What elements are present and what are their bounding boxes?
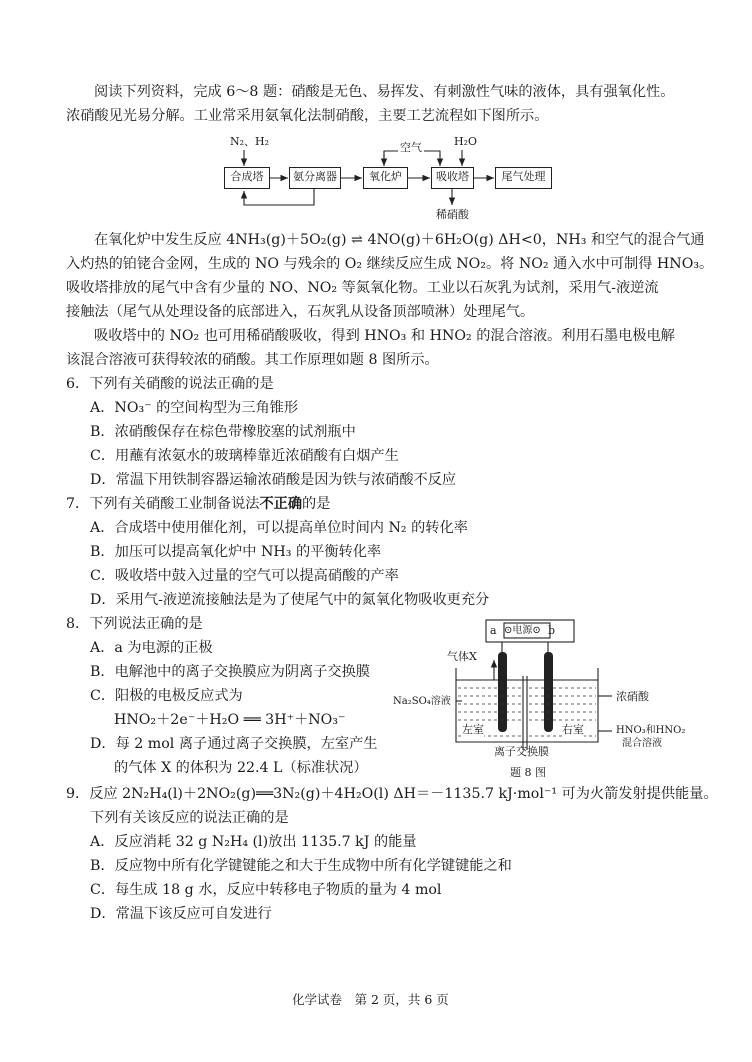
flow-output-dilute-nitric-acid: 稀硝酸 [436, 208, 469, 221]
q8-option-b: B．电解池中的离子交换膜应为阴离子交换膜 [90, 664, 370, 680]
q8-stem: 8．下列说法正确的是 [66, 616, 203, 632]
para2-line-1: 吸收塔中的 NO₂ 也可用稀硝酸吸收，得到 HNO₃ 和 HNO₂ 的混合溶液。利用石墨电极电解 [94, 328, 675, 344]
flow-box-ammonia-separator: 氨分离器 [289, 167, 341, 189]
flow-box-oxidation-furnace: 氧化炉 [363, 167, 408, 189]
q9-option-c: C．每生成 18 g 水，反应中转移电子物质的量为 4 mol [90, 882, 442, 898]
mixed-solution-label-line-1: HNO₃和HNO₂ [616, 725, 686, 736]
q6-option-c: C．用蘸有浓氨水的玻璃棒靠近浓硝酸有白烟产生 [90, 448, 399, 464]
q7-option-d: D．采用气-液逆流接触法是为了使尾气中的氮氧化物吸收更充分 [90, 592, 490, 608]
q7-option-c: C．吸收塔中鼓入过量的空气可以提高硝酸的产率 [90, 568, 399, 584]
mixed-solution-label-line-2: 混合溶液 [622, 738, 662, 749]
q6-stem: 6．下列有关硝酸的说法正确的是 [66, 376, 274, 392]
figure-8-caption: 题 8 图 [510, 766, 546, 779]
flow-input-air: 空气 [400, 141, 422, 154]
q6-option-a: A．NO₃⁻ 的空间构型为三角锥形 [90, 400, 299, 416]
q8-option-c-line-2: HNO₂＋2e⁻＋H₂O ══ 3H⁺＋NO₃⁻ [114, 712, 346, 728]
intro-line-1: 阅读下列资料，完成 6～8 题：硝酸是无色、易挥发、有刺激性气味的液体，具有强氧化性。 [94, 84, 675, 100]
q9-option-b: B．反应物中所有化学键键能之和大于生成物中所有化学键键能之和 [90, 858, 512, 874]
para1-line-4: 接触法（尾气从处理设备的底部进入，石灰乳从设备顶部喷淋）处理尾气。 [66, 304, 535, 320]
q7-emphasis: 不正确 [259, 496, 303, 512]
right-chamber-label: 右室 [562, 723, 584, 736]
q6-option-d: D．常温下用铁制容器运输浓硝酸是因为铁与浓硝酸不反应 [90, 472, 457, 488]
flow-input-n2-h2: N₂、H₂ [230, 135, 270, 148]
q6-option-b: B．浓硝酸保存在棕色带橡胶塞的试剂瓶中 [90, 424, 356, 440]
q8-option-d-line-2: 的气体 X 的体积为 22.4 L（标准状况） [114, 760, 368, 776]
para1-line-1: 在氧化炉中发生反应 4NH₃(g)＋5O₂(g) ⇌ 4NO(g)＋6H₂O(g) ΔH<0，NH₃ 和空气的混合气通 [94, 232, 705, 248]
power-supply-label: ⊙电源⊙ [504, 625, 541, 636]
q7-stem: 7．下列有关硝酸工业制备说法不正确的是 [66, 496, 331, 512]
q7-option-b: B．加压可以提高氧化炉中 NH₃ 的平衡转化率 [90, 544, 382, 560]
gas-x-label: 气体X [447, 650, 477, 663]
left-chamber-label: 左室 [462, 723, 484, 736]
q7-option-a: A．合成塔中使用催化剂，可以提高单位时间内 N₂ 的转化率 [90, 520, 468, 536]
na2so4-label: Na₂SO₄溶液 [393, 696, 451, 707]
q9-option-a: A．反应消耗 32 g N₂H₄ (l)放出 1135.7 kJ 的能量 [90, 834, 417, 850]
flow-input-water: H₂O [454, 135, 478, 148]
para1-line-2: 入灼热的铂铑合金网，生成的 NO 与残余的 O₂ 继续反应生成 NO₂。将 NO₂ 通入水中可制得 HNO₃。 [66, 256, 714, 272]
ion-exchange-membrane-label: 离子交换膜 [494, 745, 549, 758]
flow-box-synthesis-tower: 合成塔 [224, 167, 270, 189]
q8-option-d-line-1: D．每 2 mol 离子通过离子交换膜，左室产生 [90, 736, 378, 752]
concentrated-nitric-acid-label: 浓硝酸 [616, 690, 649, 703]
q8-option-a: A．a 为电源的正极 [90, 640, 213, 656]
q9-option-d: D．常温下该反应可自发进行 [90, 906, 272, 922]
flow-box-tail-gas: 尾气处理 [495, 167, 552, 189]
q9-stem-line-2: 下列有关该反应的说法正确的是 [90, 810, 289, 826]
para2-line-2: 该混合溶液可获得较浓的硝酸。其工作原理如题 8 图所示。 [66, 352, 439, 368]
terminal-b-label: b [548, 624, 556, 637]
page-footer: 化学试卷 第 2 页，共 6 页 [292, 992, 449, 1007]
flow-box-absorption-tower: 吸收塔 [431, 167, 474, 189]
intro-line-2: 浓硝酸见光易分解。工业常采用氨氧化法制硝酸，主要工艺流程如下图所示。 [66, 108, 549, 124]
terminal-a-label: a [490, 624, 497, 637]
q8-option-c-line-1: C．阳极的电极反应式为 [90, 688, 243, 704]
para1-line-3: 吸收塔排放的尾气中含有少量的 NO、NO₂ 等氮氧化物。工业以石灰乳为试剂，采用气-液逆流 [66, 280, 659, 296]
q9-stem-line-1: 9．反应 2N₂H₄(l)＋2NO₂(g)══3N₂(g)＋4H₂O(l) ΔH＝－1135.7 kJ·mol⁻¹ 可为火箭发射提供能量。 [66, 786, 718, 802]
